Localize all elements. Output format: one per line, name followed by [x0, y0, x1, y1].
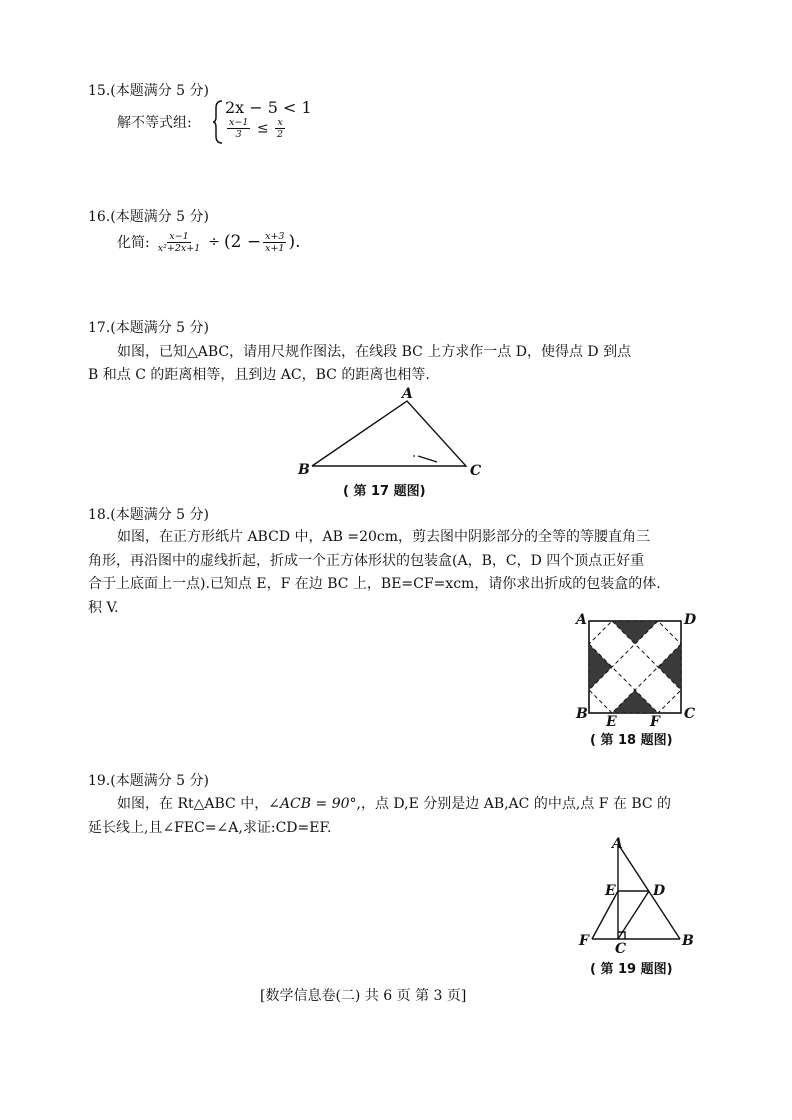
- q15-ineq2: [225, 117, 287, 140]
- q15-frac-left-den: 3: [235, 129, 242, 140]
- q16-frac1-den: x²+2x+1: [157, 242, 201, 254]
- q17-dot: [413, 455, 415, 457]
- q19-line1-b: ,，点 D,E 分别是边 AB,AC 的中点,点 F 在 BC 的: [356, 796, 672, 812]
- q15-brace: [212, 100, 224, 144]
- q16-header: 16.(本题满分 5 分): [88, 209, 209, 225]
- q19-label-a: A: [612, 836, 623, 852]
- q17-line1: 如图，已知△ABC，请用尺规作图法，在线段 BC 上方求作一点 D，使得点 D 到点: [117, 344, 632, 360]
- q17-line2: B 和点 C 的距离相等，且到边 AC，BC 的距离也相等.: [88, 367, 430, 383]
- q18-line4: 积 V.: [88, 600, 119, 616]
- q16-inner-right: ).: [288, 232, 301, 252]
- q19-figure: [572, 835, 698, 959]
- q18-label-f: F: [650, 714, 660, 730]
- q18-shaded-triangles: [589, 621, 681, 713]
- q18-figure: [572, 608, 698, 732]
- q15-frac-left-num: x−1: [229, 117, 249, 128]
- q17-triangle: [312, 401, 466, 466]
- q17-caption: ( 第 17 题图): [343, 484, 426, 499]
- q17-header: 17.(本题满分 5 分): [88, 320, 209, 336]
- triangle-abc-diagram: [290, 382, 490, 482]
- square-net-diagram: [572, 608, 698, 732]
- q18-label-e: E: [606, 714, 617, 730]
- q15-rel: ≤: [256, 120, 269, 137]
- q15-frac-right-den: 2: [277, 129, 284, 140]
- q15-header: 15.(本题满分 5 分): [88, 83, 209, 99]
- q19-label-c: C: [615, 941, 627, 957]
- q19-header: 19.(本题满分 5 分): [88, 773, 209, 789]
- q19-caption: ( 第 19 题图): [590, 962, 673, 977]
- q18-label-a: A: [576, 612, 587, 628]
- q18-line2: 角形，再沿图中的虚线折起，折成一个正方体形状的包装盒(A，B，C，D 四个顶点正好重: [88, 553, 645, 569]
- q16-frac2-num: x+3: [265, 230, 285, 242]
- q16-prompt: 化简:: [117, 235, 150, 251]
- q19-label-e: E: [605, 883, 616, 899]
- q16-frac2-den: x+1: [265, 242, 285, 254]
- q19-line2: 延长线上,且∠FEC=∠A,求证:CD=EF.: [88, 820, 332, 836]
- q15-frac-right: [275, 117, 285, 140]
- q16-op: ÷: [208, 234, 220, 250]
- q19-line1: [117, 792, 671, 816]
- q18-header: 18.(本题满分 5 分): [88, 507, 209, 523]
- page-footer: [数学信息卷(二) 共 6 页 第 3 页]: [260, 988, 467, 1004]
- q17-label-c: C: [470, 463, 482, 479]
- q16-expression: [117, 228, 301, 256]
- q16-frac1-num: x−1: [169, 230, 189, 242]
- q16-inner-left: (2 −: [224, 232, 262, 252]
- q18-label-c: C: [684, 706, 696, 722]
- q18-caption: ( 第 18 题图): [590, 733, 673, 748]
- q15-ineq1: 2x − 5 < 1: [225, 98, 312, 117]
- q19-line1-a: 如图，在 Rt△ABC 中，: [117, 796, 269, 812]
- q19-label-d: D: [653, 883, 666, 899]
- q18-line3: 合于上底面上一点).已知点 E，F 在边 BC 上，BE=CF=xcm，请你求出折成的包装盒的体.: [88, 576, 661, 592]
- q18-label-d: D: [684, 612, 697, 628]
- q15-prompt: 解不等式组:: [117, 115, 192, 131]
- q19-line1-math: ∠ACB = 90°: [268, 796, 357, 812]
- q15-frac-left: [227, 117, 250, 140]
- q19-label-f: F: [579, 933, 589, 949]
- left-brace-icon: [212, 100, 224, 144]
- q18-line1: 如图，在正方形纸片 ABCD 中，AB =20cm，剪去图中阴影部分的全等的等腰直角三: [117, 529, 651, 545]
- q15-frac-right-num: x: [277, 117, 283, 128]
- q17-label-a: A: [402, 386, 413, 402]
- q17-mark: [418, 456, 437, 462]
- q17-figure: [290, 382, 490, 482]
- q16-frac2: [263, 231, 286, 254]
- q17-label-b: B: [298, 462, 310, 478]
- q16-frac1: [156, 231, 203, 254]
- right-triangle-diagram: [572, 835, 698, 959]
- q18-label-b: B: [576, 706, 588, 722]
- q19-label-b: B: [682, 933, 694, 949]
